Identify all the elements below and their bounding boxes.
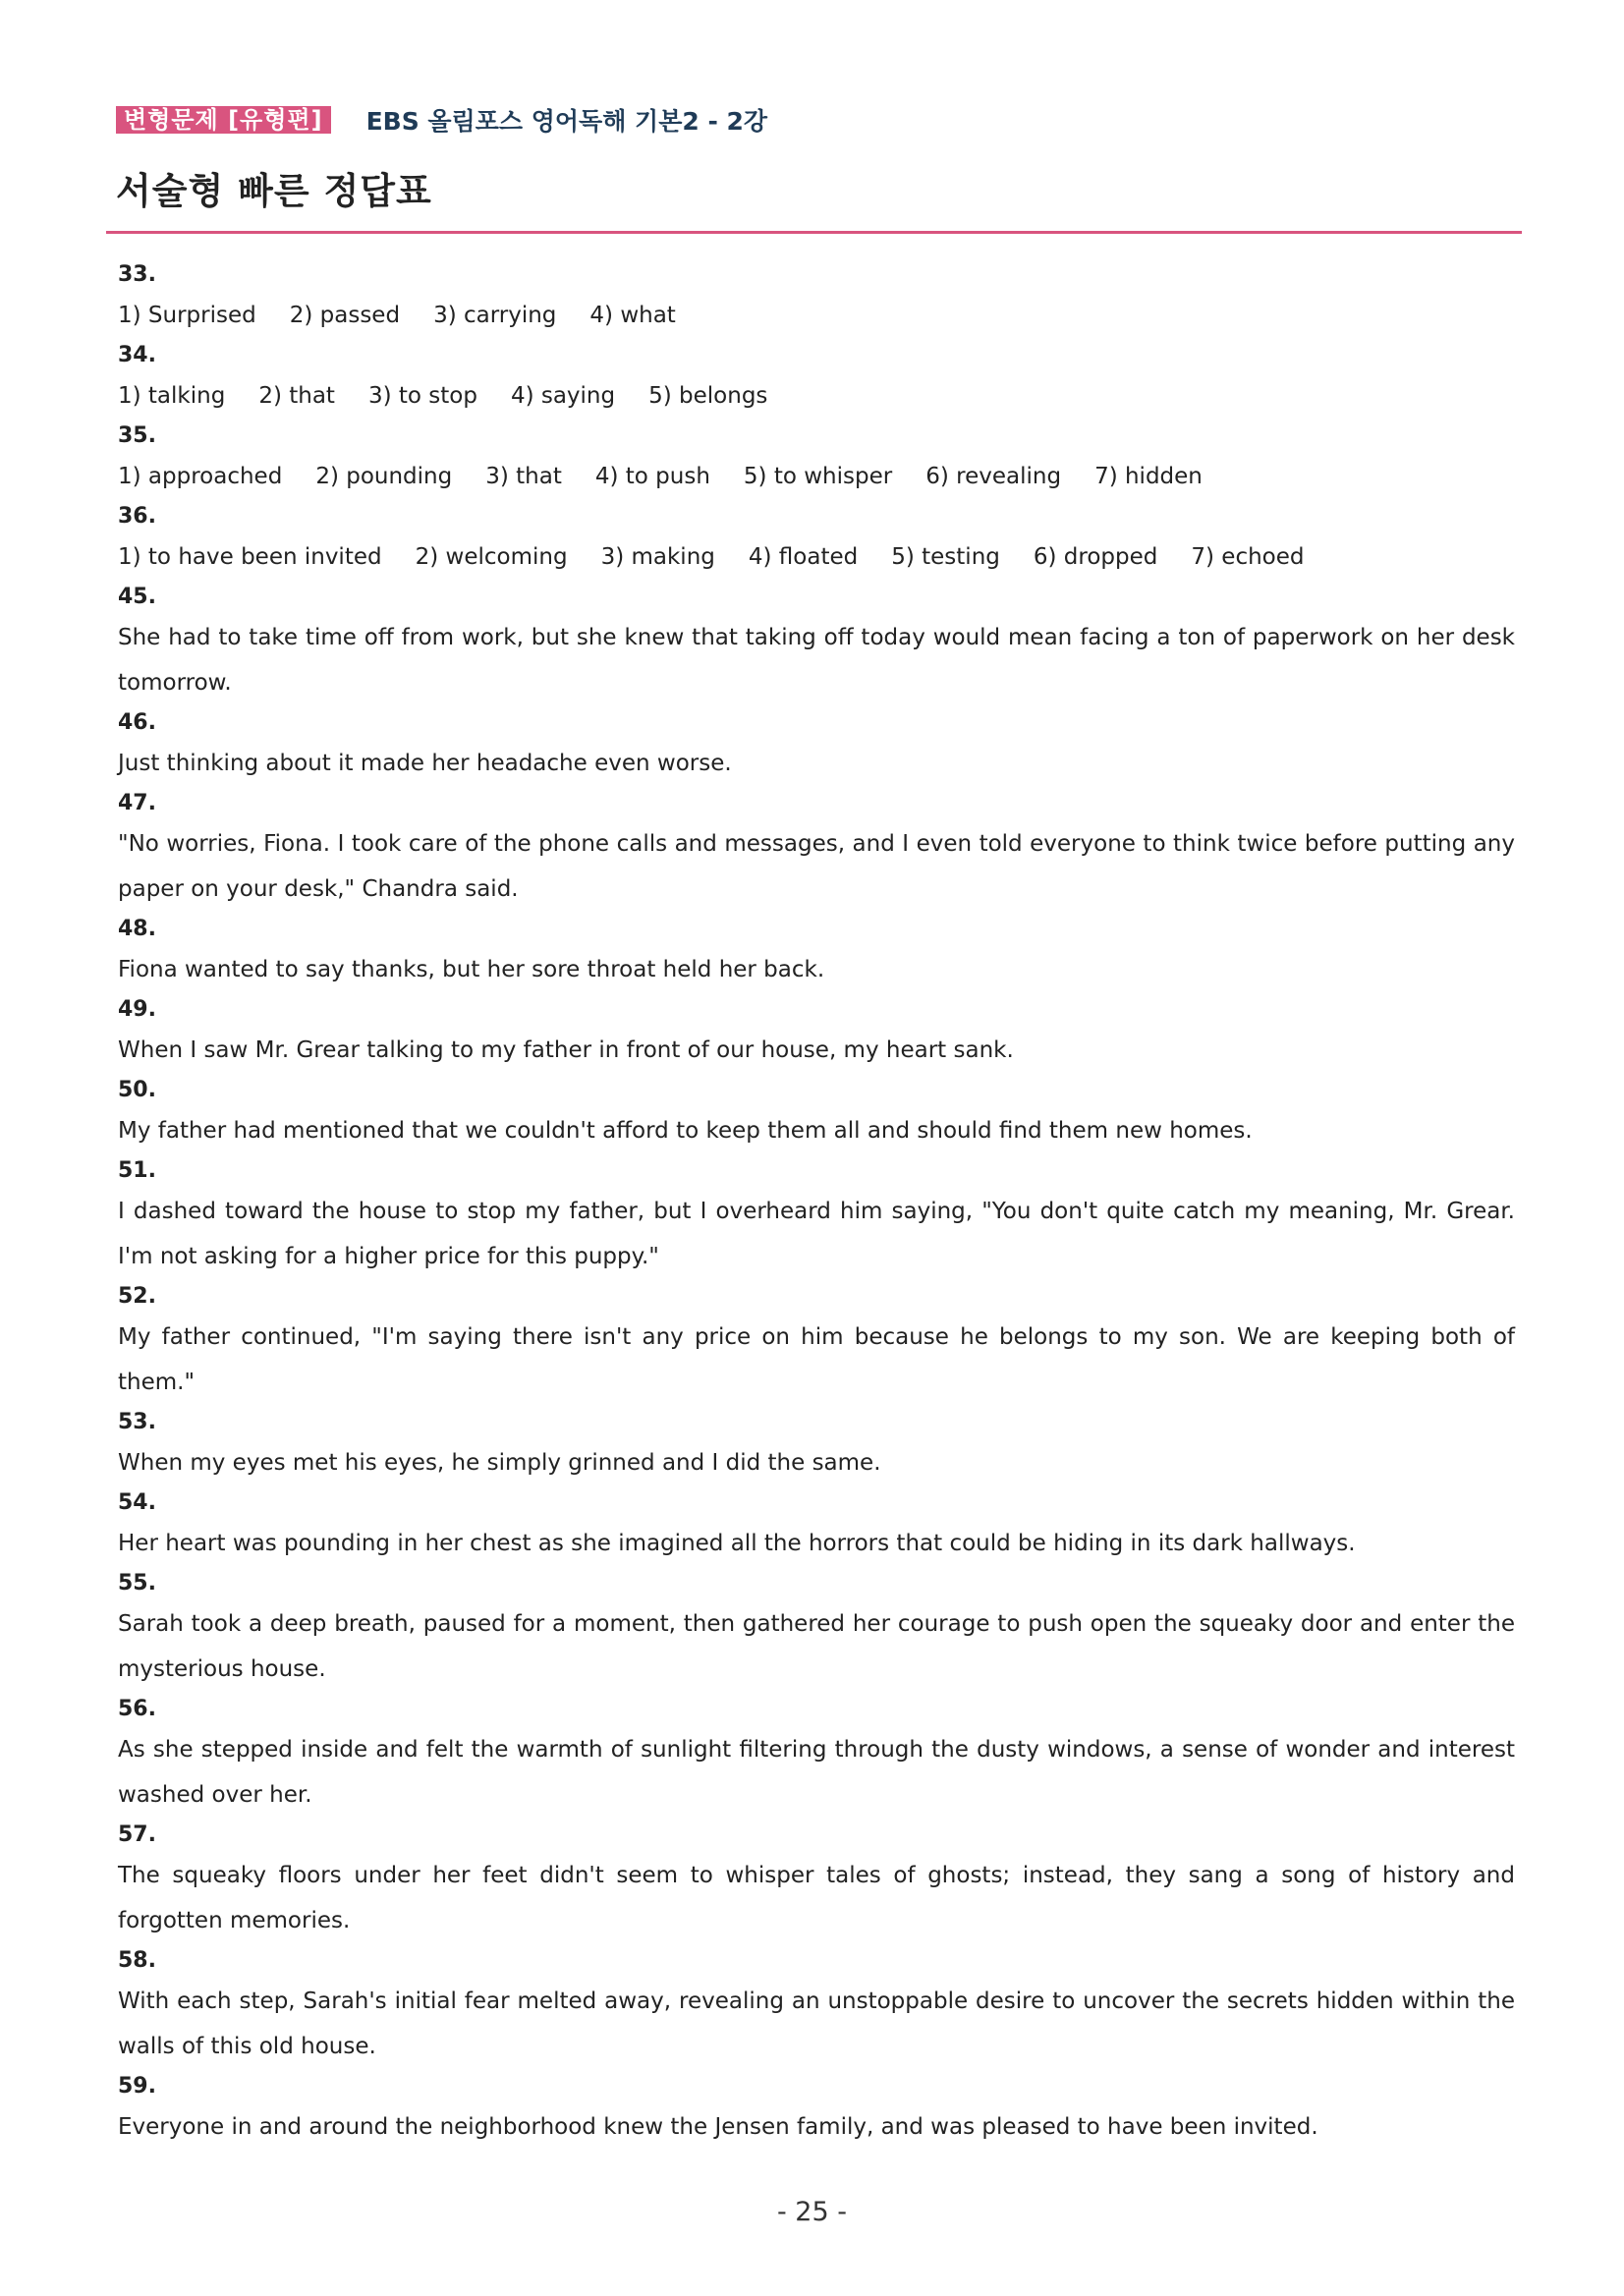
answer-item [118, 1153, 1515, 1279]
question-number: 34. [118, 343, 156, 367]
answer-sentence: Her heart was pounding in her chest as she imagined all the horrors that could be hiding in its dark hallways. [118, 1531, 1356, 1556]
answer-item [118, 580, 1515, 705]
answer-choice: 3) making [600, 544, 715, 570]
category-tag: 변형문제 [유형편] [116, 106, 331, 134]
answer-item [118, 992, 1515, 1073]
answer-item [118, 1566, 1515, 1692]
question-number: 57. [118, 1822, 156, 1847]
question-number: 33. [118, 262, 156, 287]
answer-sentence: She had to take time off from work, but she knew that taking off today would mean facing a ton of paperwork on her desk tomorrow. [118, 625, 1515, 696]
answer-choice: 1) to have been invited [118, 544, 382, 570]
question-number: 35. [118, 423, 156, 448]
title-divider [106, 231, 1522, 234]
answer-choice: 5) testing [891, 544, 1000, 570]
answer-item [118, 1818, 1515, 1943]
answer-row [118, 454, 1515, 499]
answer-row [118, 293, 1515, 338]
answer-sentence: My father continued, "I'm saying there isn't any price on him because he belongs to my son. We are keeping both of them." [118, 1324, 1515, 1395]
page-title: 서술형 빠른 정답표 [116, 170, 432, 212]
question-number: 46. [118, 710, 156, 735]
answer-choice: 2) passed [289, 303, 401, 328]
answer-sentence: When my eyes met his eyes, he simply grinned and I did the same. [118, 1450, 881, 1476]
answer-sentence: My father had mentioned that we couldn't afford to keep them all and should find them new homes. [118, 1118, 1253, 1144]
page-number: - 25 - [776, 2197, 847, 2227]
answer-choice: 2) welcoming [415, 544, 568, 570]
answer-item [118, 1943, 1515, 2069]
answer-choice: 6) revealing [925, 464, 1062, 489]
question-number: 54. [118, 1490, 156, 1515]
question-number: 55. [118, 1571, 156, 1596]
page-header [116, 102, 767, 138]
answer-choice: 4) what [589, 303, 676, 328]
answer-item [118, 1279, 1515, 1405]
answer-item [118, 257, 1515, 338]
answer-item [118, 786, 1515, 912]
answer-item [118, 1485, 1515, 1566]
question-number: 58. [118, 1948, 156, 1973]
answer-item [118, 1073, 1515, 1153]
answer-item [118, 705, 1515, 786]
answer-choice: 4) floated [748, 544, 859, 570]
answer-choice: 3) to stop [367, 383, 477, 409]
question-number: 36. [118, 504, 156, 529]
answer-item [118, 1405, 1515, 1485]
answer-item [118, 1692, 1515, 1818]
question-number: 45. [118, 585, 156, 609]
answer-item [118, 2069, 1515, 2150]
answer-choice: 1) talking [118, 383, 226, 409]
answer-item [118, 499, 1515, 580]
question-number: 47. [118, 791, 156, 815]
answer-row [118, 373, 1515, 419]
answer-choice: 4) to push [594, 464, 710, 489]
answer-choice: 6) dropped [1033, 544, 1158, 570]
answer-sentence: "No worries, Fiona. I took care of the phone calls and messages, and I even told everyone to think twice before putting any paper on your desk," Chandra said. [118, 831, 1515, 902]
answer-sentence: I dashed toward the house to stop my father, but I overheard him saying, "You don't quite catch my meaning, Mr. Grear. I'm not asking for a higher price for this puppy." [118, 1199, 1515, 1269]
answer-row [118, 534, 1515, 580]
answer-choice: 3) that [485, 464, 562, 489]
answer-sentence: Fiona wanted to say thanks, but her sore throat held her back. [118, 957, 825, 982]
answer-sentence: Everyone in and around the neighborhood knew the Jensen family, and was pleased to have been invited. [118, 2114, 1318, 2140]
answer-choice: 1) approached [118, 464, 283, 489]
answer-sentence: Just thinking about it made her headache even worse. [118, 751, 732, 776]
answer-sentence: As she stepped inside and felt the warmth of sunlight filtering through the dusty windows, a sense of wonder and interest washed over her. [118, 1737, 1515, 1808]
answer-sentence: With each step, Sarah's initial fear melted away, revealing an unstoppable desire to uncover the secrets hidden within the walls of this old house. [118, 1988, 1515, 2059]
answer-choice: 7) echoed [1191, 544, 1305, 570]
question-number: 51. [118, 1158, 156, 1183]
answer-item [118, 338, 1515, 419]
answer-choice: 2) pounding [315, 464, 453, 489]
question-number: 50. [118, 1078, 156, 1102]
answer-sentence: When I saw Mr. Grear talking to my father in front of our house, my heart sank. [118, 1037, 1014, 1063]
header-subtitle: EBS 올림포스 영어독해 기본2 - 2강 [365, 107, 768, 136]
question-number: 53. [118, 1410, 156, 1434]
answer-choice: 1) Surprised [118, 303, 256, 328]
answer-item [118, 912, 1515, 992]
answer-choice: 5) belongs [648, 383, 768, 409]
answer-choice: 7) hidden [1094, 464, 1203, 489]
answer-choice: 3) carrying [433, 303, 557, 328]
question-number: 56. [118, 1697, 156, 1721]
answer-list [118, 257, 1515, 2150]
answer-choice: 4) saying [510, 383, 616, 409]
answer-sentence: Sarah took a deep breath, paused for a moment, then gathered her courage to push open the squeaky door and enter the mysterious house. [118, 1611, 1515, 1682]
answer-choice: 2) that [258, 383, 335, 409]
question-number: 59. [118, 2074, 156, 2099]
answer-item [118, 419, 1515, 499]
question-number: 48. [118, 917, 156, 941]
question-number: 52. [118, 1284, 156, 1309]
question-number: 49. [118, 997, 156, 1022]
answer-sentence: The squeaky floors under her feet didn't seem to whisper tales of ghosts; instead, they sang a song of history and forgotten memories. [118, 1863, 1515, 1933]
answer-choice: 5) to whisper [743, 464, 893, 489]
